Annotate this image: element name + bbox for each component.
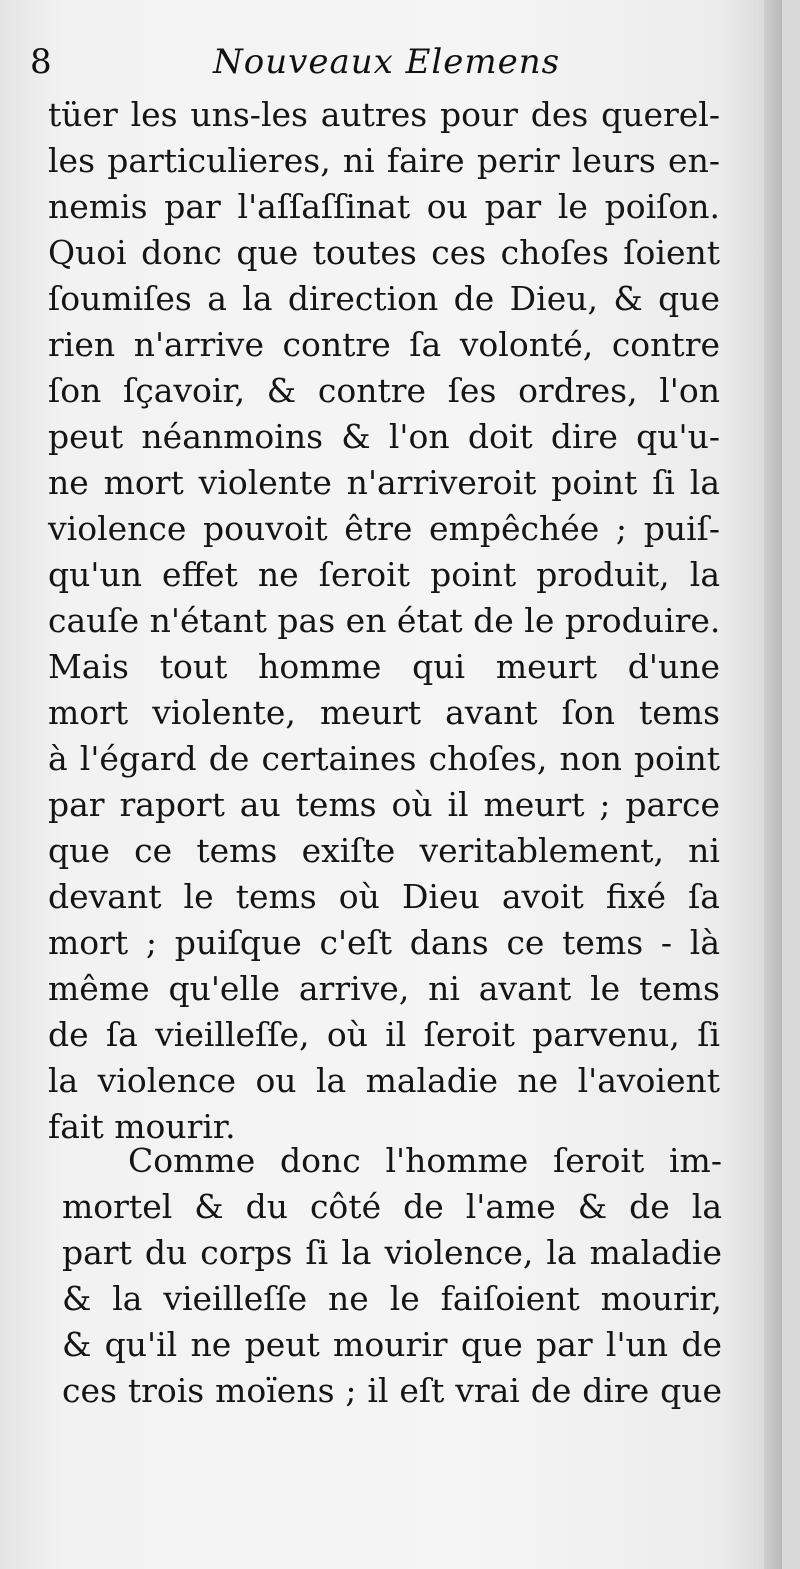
text-line: peut néanmoins & l'on doit dire qu'u- [48,417,720,456]
text-line: ne mort violente n'arriveroit point ſi la [48,463,720,502]
text-line: & qu'il ne peut mourir que par l'un de [62,1325,722,1364]
paragraph-2 [62,1138,722,1414]
text-line: rien n'arrive contre ſa volonté, contre [48,325,720,364]
page-edge [764,0,782,1569]
text-line: mortel & du côté de l'ame & de la [62,1187,722,1226]
text-line: Comme donc l'homme ſeroit im- [128,1141,722,1180]
text-line: mort ; puiſque c'eſt dans ce tems - là [48,923,720,962]
text-line: part du corps ſi la violence, la maladie [62,1233,722,1272]
text-line: les particulieres, ni faire perir leurs en- [48,141,720,180]
text-line: ces trois moïens ; il eſt vrai de dire que [62,1371,722,1410]
text-line: qu'un effet ne ſeroit point produit, la [48,555,720,594]
text-line: nemis par l'aſſaſſinat ou par le poiſon. [48,187,720,226]
text-line: même qu'elle arrive, ni avant le tems [48,969,720,1008]
paragraph-1 [48,92,720,1150]
text-line: ſoumiſes a la direction de Dieu, & que [48,279,720,318]
text-line: cauſe n'étant pas en état de le produire. [48,601,721,640]
text-line: mort violente, meurt avant ſon tems [48,693,720,732]
text-line: par raport au tems où il meurt ; parce [48,785,720,824]
text-line: à l'égard de certaines choſes, non point [48,739,720,778]
text-line: la violence ou la maladie ne l'avoient [48,1061,720,1100]
text-line: que ce tems exiſte veritablement, ni [48,831,720,870]
text-line: tüer les uns-les autres pour des querel- [48,95,720,134]
running-title: Nouveaux Elemens [213,42,561,82]
text-line: Mais tout homme qui meurt d'une [48,647,720,686]
text-line: violence pouvoit être empêchée ; puiſ- [48,509,720,548]
text-line: fait mourir. [48,1107,236,1146]
page-header [28,38,718,90]
text-line: devant le tems où Dieu avoit fixé ſa [48,877,720,916]
page-number: 8 [30,42,52,82]
text-line: ſon ſçavoir, & contre ſes ordres, l'on [48,371,720,410]
text-line: & la vieilleſſe ne le faiſoient mourir, [62,1279,722,1318]
text-line: Quoi donc que toutes ces choſes ſoient [48,233,720,272]
text-line: de ſa vieilleſſe, où il ſeroit parvenu, ſi [48,1015,720,1054]
